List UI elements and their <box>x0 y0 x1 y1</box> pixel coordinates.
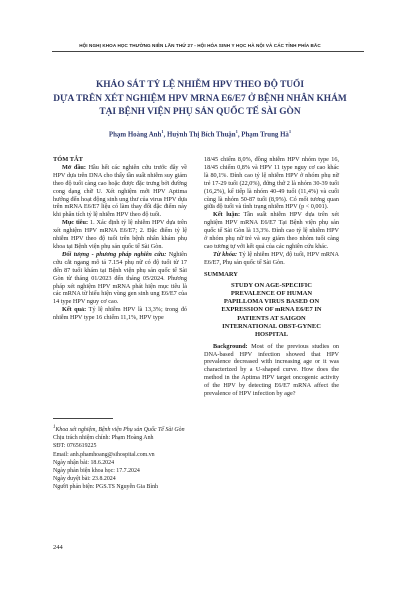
en-title-line: EXPRESSION OF mRNA E6/E7 IN <box>221 306 322 314</box>
footnote <box>53 424 187 492</box>
footnote-line: Chịu trách nhiệm chính: Phạm Hoàng Anh <box>53 435 154 442</box>
author-name: Phạm Trung Hà <box>241 131 289 139</box>
background-label: Background: <box>213 342 248 350</box>
keywords-text: Tỷ lệ nhiễm HPV, độ tuổi, HPV mRNA E6/E7, Phụ sản quốc tế Sài Gòn. <box>204 250 339 266</box>
footnote-line: Email: anh.phamhoang@sihospital.com.vn <box>53 451 155 458</box>
left-column <box>53 156 187 322</box>
article-title <box>40 79 360 120</box>
background-paragraph <box>204 343 339 398</box>
methods-paragraph <box>53 251 187 306</box>
en-title-line: PREVALENCE OF HUMAN <box>230 289 313 297</box>
author-name: Huỳnh Thị Bích Thuận <box>167 131 236 139</box>
methods-label: Đối tượng - phương pháp nghiên cứu: <box>62 250 167 258</box>
footnote-line: SĐT: 0765619225 <box>53 443 97 450</box>
footnote-rule <box>53 418 113 419</box>
journal-header: HỘI NGHỊ KHOA HỌC THƯỜNG NIÊN LẦN THỨ 27 - HỘI HÓA SINH Y HỌC HÀ NỘI VÀ CÁC TỈNH PHÍA BẮC <box>79 43 321 48</box>
author-affil-sup: 1 <box>161 129 164 134</box>
en-title-line: STUDY ON AGE-SPECIFIC <box>230 281 313 289</box>
conclusion-label: Kết luận: <box>213 211 241 219</box>
author-list: Phạm Hoàng Anh$^1$, Huỳnh Thị Bích Thuận$^1$, Phạm Trung $Hà^1$ <box>108 129 292 139</box>
footnote-line: Ngày nhận bài: 18.6.2024 <box>53 459 115 466</box>
en-title-line: PATIENTS AT SAIGON <box>237 314 306 322</box>
conclusion-text: Tần suất nhiễm HPV dựa trên xét nghiệm HPV mRNA E6/E7 Tại Bệnh viện phụ sản quốc tế Sài Gòn là 13,3%. Đỉnh cao tỷ lệ nhiễm HPV ở nhóm phụ nữ trẻ và suy giảm theo nhóm tuổi càng cao tương tự với kết quả của các nghiên cứu khác. <box>204 211 339 250</box>
objective-label: Mục tiêu: <box>62 219 89 227</box>
author-name: Phạm Hoàng Anh <box>108 131 162 139</box>
affiliation-sup: 1 <box>53 425 56 430</box>
author-affil-sup: 1 <box>235 129 238 134</box>
page-number: 244 <box>53 544 63 551</box>
results-label: Kết quả: <box>62 306 87 314</box>
title-line: KHẢO SÁT TỶ LỆ NHIỄM HPV THEO ĐỘ TUỔI <box>95 80 305 90</box>
intro-paragraph <box>53 164 187 219</box>
right-column <box>204 156 339 398</box>
header-rule <box>52 51 364 52</box>
summary-heading-en: SUMMARY <box>204 270 238 278</box>
intro-text: Hầu hết các nghiên cứu trước đây về HPV dựa trên DNA cho thấy tần suất nhiễm suy giảm theo độ tuổi càng cao hoặc được đặc trưng bởi đường cong dạng chữ U. Xét nghiệm mới HPV Aptima hướng đến hoạt động sinh ung thư của virus HPV dựa trên mRNA E6/E7 liệu có làm thay đổi đặc điểm này khi phân tích tỷ lệ nhiễm HPV theo độ tuổi. <box>53 163 187 219</box>
background-text: Most of the previous studies on DNA-based HPV infection showed that HPV prevalence decreased with increasing age or it was characterized by a U-shaped curve. How does the method in the Aptima HPV target oncogenic activity of the HPV by detecting E6/E7 mRNA affect the prevalence of HPV infection by age? <box>204 342 340 398</box>
results-text: Tỷ lệ nhiễm HPV là 13,3%; trong đó nhiễm HPV type 16 chiếm 11,1%, HPV type <box>53 306 188 322</box>
methods-text: Nghiên cứu cắt ngang mô tả 7.154 phụ nữ có độ tuổi từ 17 đến 87 tuổi khám tại Bệnh viện phụ sản quốc tế Sài Gòn từ tháng 01/2023 đến tháng 05/2024. Phương pháp xét nghiệm HPV mRNA phát hiện mục tiêu là các mRNA từ hiểu hiện vùng gen sinh ung E6/E7 của 14 type HPV nguy cơ cao. <box>53 250 187 306</box>
results-paragraph <box>53 306 187 322</box>
affiliation <box>53 424 187 434</box>
objective-paragraph <box>53 219 187 251</box>
keywords-label: Từ khóa: <box>213 250 238 258</box>
affiliation-text: Khoa xét nghiệm, Bệnh viện Phụ sản Quốc Tế Sài Gòn <box>55 426 185 433</box>
summary-heading-vi: TÓM TẮT <box>53 156 83 163</box>
en-title-line: INTERNATIONAL OBST-GYNEC <box>222 323 321 331</box>
keywords-paragraph <box>204 251 339 267</box>
objective-text: 1. Xác định tỷ lệ nhiễm HPV dựa trên xét nghiệm HPV mRNA E6/E7; 2. Đặc điểm tỷ lệ nhiễm HPV theo độ tuổi trên bệnh nhân khám phụ khoa tại Bệnh viện phụ sản quốc tế Sài Gòn. <box>53 219 187 250</box>
results-continued: 18/45 chiếm 8,0%, đồng nhiễm HPV nhóm type 16, 18/45 chiếm 0,8% và HPV 11 type nguy cơ cao khác là 80,1%. Đỉnh cao tỷ lệ nhiễm HPV ở nhóm phụ nữ trẻ 17-29 tuổi (22,0%), đứng thứ 2 là nhóm 30-39 tuổi (16,2%), kế tiếp là nhóm 40-49 tuổi (11,4%) và cuối cùng là nhóm 50-87 tuổi (8,9%). Có mối tương quan giữa độ tuổi và tình trạng nhiễm HPV (p < 0,001). <box>204 156 339 211</box>
author-affil-sup: 1 <box>288 129 292 134</box>
footnote-line: Ngày phản biện khoa học: 17.7.2024 <box>53 467 140 474</box>
title-line: DỰA TRÊN XÉT NGHIỆM HPV MRNA E6/E7 Ở BỆNH NHÂN KHÁM <box>53 93 347 104</box>
intro-label: Mở đầu: <box>62 163 86 171</box>
footnote-line: Ngày duyệt bài: 23.8.2024 <box>53 476 116 483</box>
en-title-line: HOSPITAL <box>254 331 289 339</box>
conclusion-paragraph <box>204 211 339 251</box>
english-title <box>204 282 339 340</box>
title-line: TẠI BỆNH VIỆN PHỤ SẢN QUỐC TẾ SÀI GÒN <box>99 107 301 117</box>
en-title-line: PAPILLOMA VIRUS BASED ON <box>223 298 320 306</box>
footnote-line: Người phản biện: PGS.TS Nguyễn Gia Bình <box>53 484 158 491</box>
